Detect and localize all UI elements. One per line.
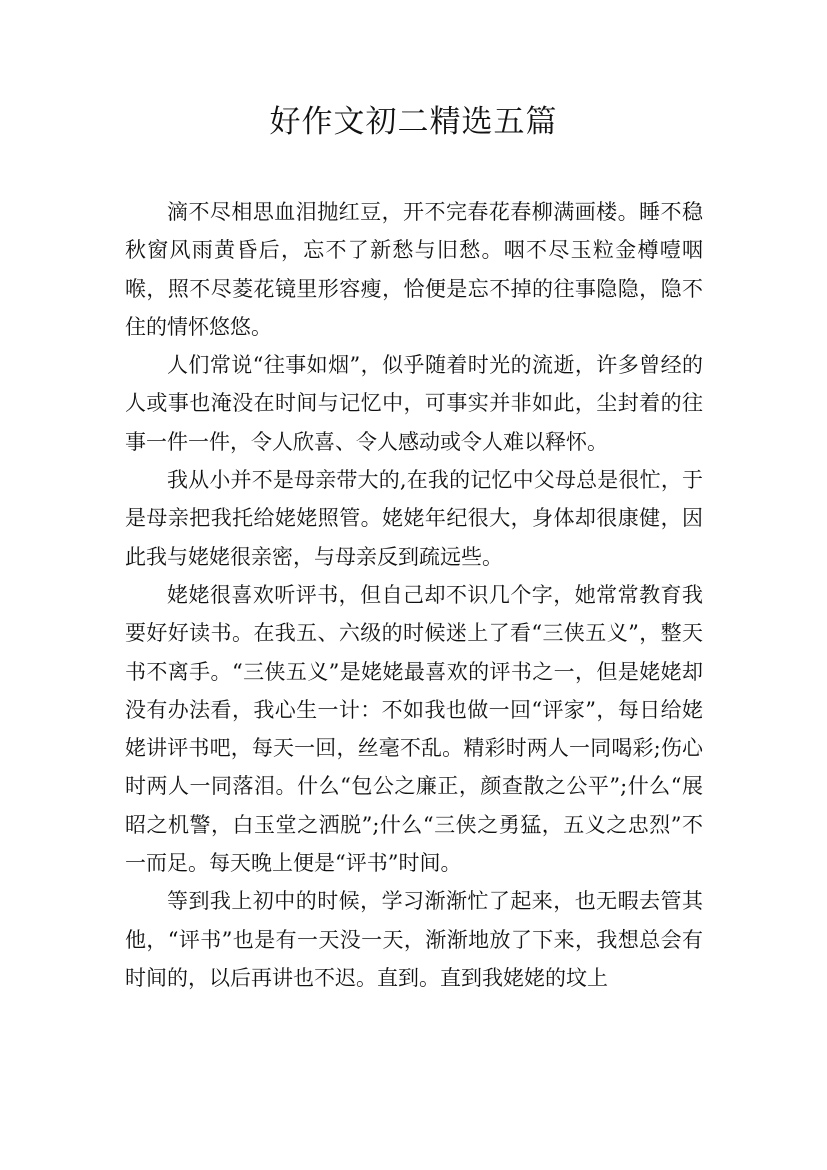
paragraph-1: 滴不尽相思血泪抛红豆，开不完春花春柳满画楼。睡不稳秋窗风雨黄昏后，忘不了新愁与旧愁。咽不尽玉粒金樽噎咽喉，照不尽菱花镜里形容瘦，恰便是忘不掉的往事隐隐，隐不住的情怀悠悠。 [125,200,703,339]
paragraph-3: 我从小并不是母亲带大的,在我的记忆中父母总是很忙，于是母亲把我托给姥姥照管。姥姥年纪很大，身体却很康健，因此我与姥姥很亲密，与母亲反到疏远些。 [125,468,703,569]
paragraph-5: 等到我上初中的时候，学习渐渐忙了起来，也无暇去管其他，“评书”也是有一天没一天，渐渐地放了下来，我想总会有时间的，以后再讲也不迟。直到。直到我姥姥的坟上 [125,889,703,990]
document-title: 好作文初二精选五篇 [269,104,558,140]
document-body [125,193,703,997]
paragraph-2: 人们常说“往事如烟”，似乎随着时光的流逝，许多曾经的人或事也淹没在时间与记忆中，可事实并非如此，尘封着的往事一件一件，令人欣喜、令人感动或令人难以释怀。 [125,353,703,454]
paragraph-4: 姥姥很喜欢听评书，但自己却不识几个字，她常常教育我要好好读书。在我五、六级的时候迷上了看“三侠五义”，整天书不离手。“三侠五义”是姥姥最喜欢的评书之一，但是姥姥却没有办法看，我心生一计：不如我也做一回“评家”，每日给姥姥讲评书吧，每天一回，丝毫不乱。精彩时两人一同喝彩;伤心时两人一同落泪。什么“包公之廉正，颜查散之公平”;什么“展昭之机警，白玉堂之洒脱”;什么“三侠之勇猛，五义之忠烈”不一而足。每天晚上便是“评书”时间。 [125,582,703,876]
